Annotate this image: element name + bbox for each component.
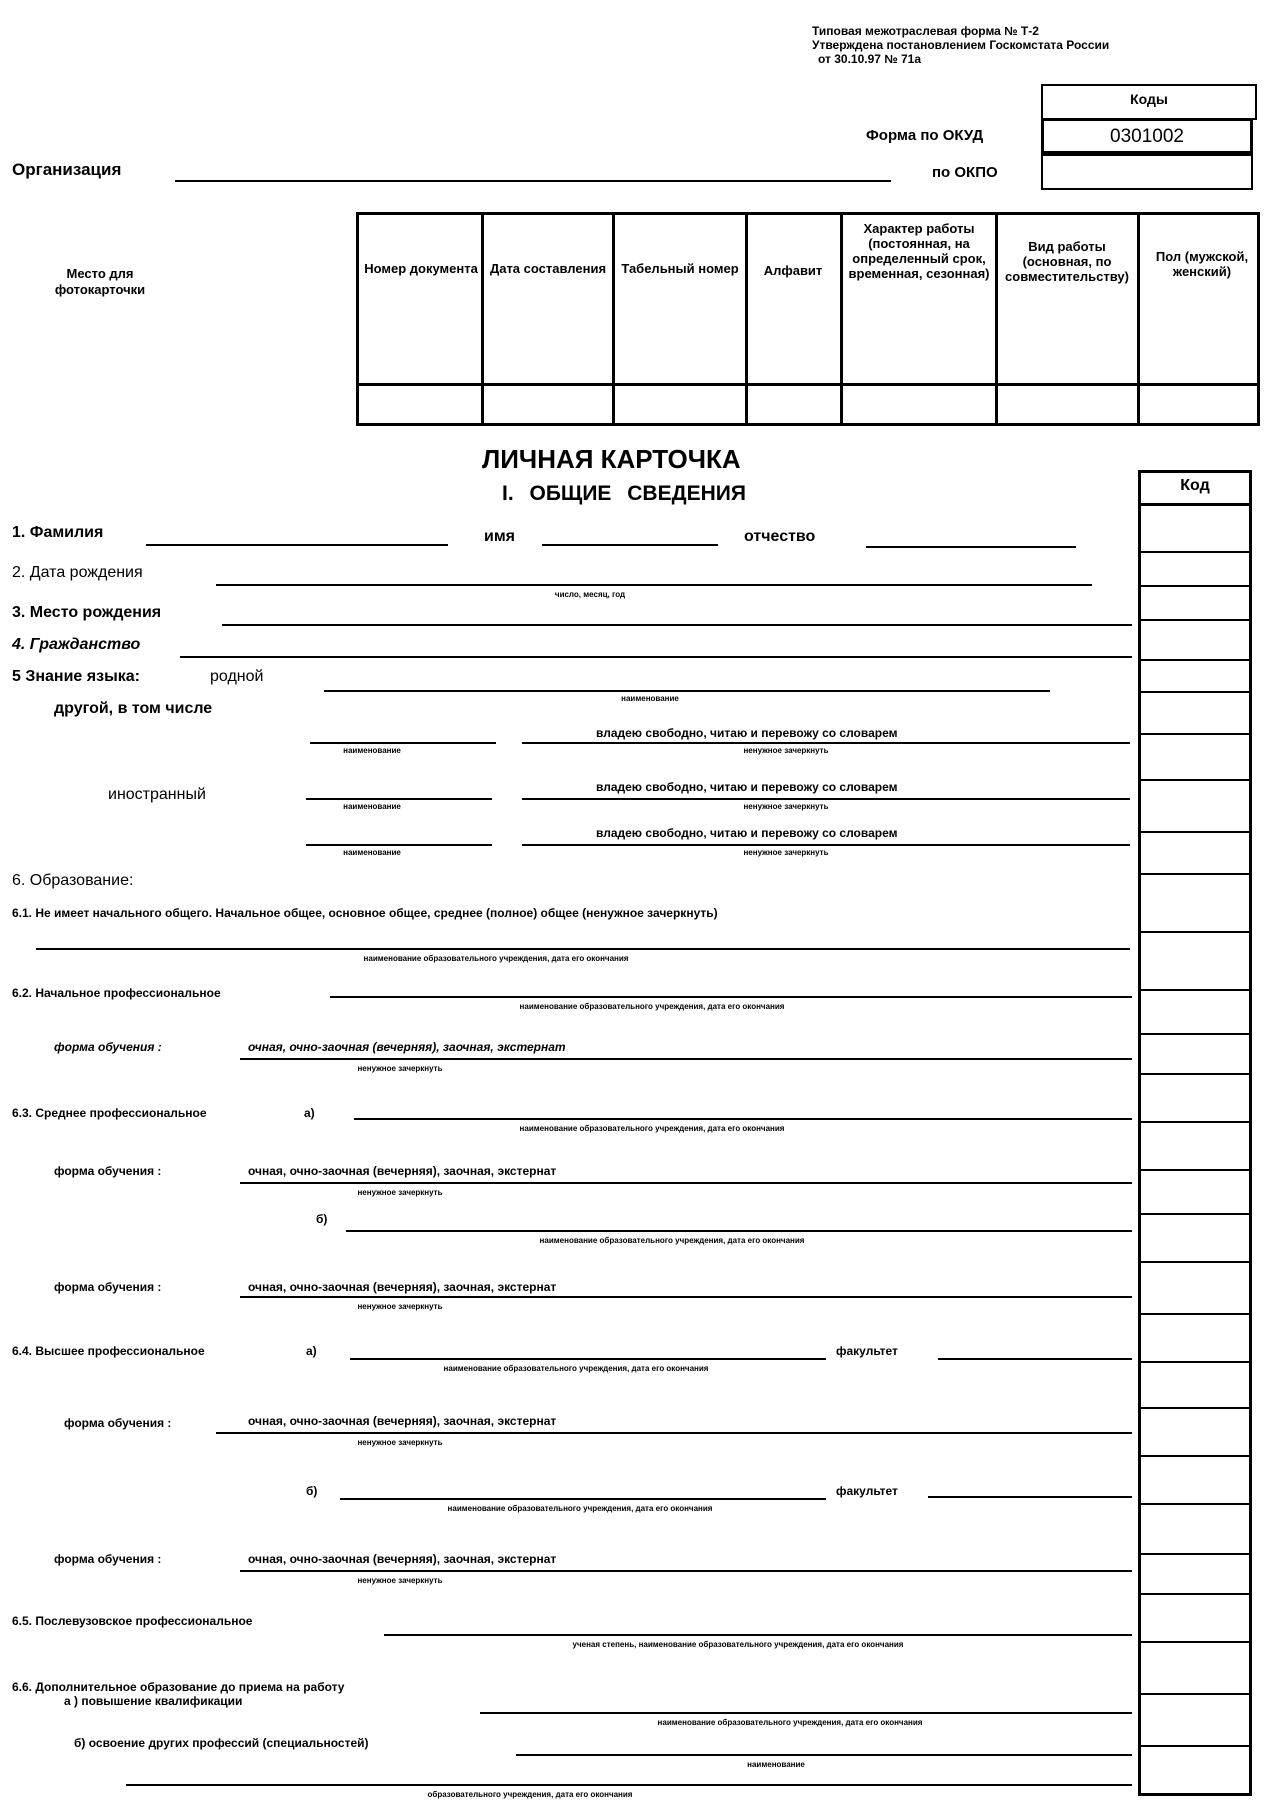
col-work-nature: Характер работы (постоянная, на определенный срок, временная, сезонная): [848, 221, 990, 281]
higher-prof-field-b[interactable]: [340, 1498, 826, 1500]
birthdate-caption: число, месяц, год: [554, 590, 626, 599]
faculty-label-a: факультет: [836, 1344, 898, 1358]
other-professions-caption: наименование: [747, 1760, 805, 1769]
birthdate-field[interactable]: [216, 584, 1092, 586]
language-label: 5 Знание языка:: [12, 668, 140, 685]
faculty-field-a[interactable]: [938, 1358, 1132, 1360]
education-label: 6. Образование:: [12, 872, 134, 889]
other-professions-field[interactable]: [516, 1754, 1132, 1756]
table-divider: [359, 383, 1257, 386]
secondary-prof-label: 6.3. Среднее профессиональное: [12, 1106, 207, 1120]
secondary-prof-a: а): [304, 1106, 315, 1120]
postgrad-caption: ученая степень, наименование образовательного учреждения, дата его окончания: [572, 1640, 904, 1649]
lang-name-caption-3: наименование: [343, 848, 401, 857]
qualification-upgrade-caption: наименование образовательного учреждения, дата его окончания: [657, 1718, 923, 1727]
col-personnel-number: Табельный номер: [621, 261, 739, 276]
document-info-table: [356, 212, 1260, 426]
col-doc-number: Номер документа: [364, 261, 478, 276]
card-title: ЛИЧНАЯ КАРТОЧКА: [482, 444, 741, 474]
inst-caption-64a: наименование образовательного учреждения, дата его окончания: [443, 1364, 709, 1373]
other-professions-label: б) освоение других профессий (специальностей): [74, 1736, 369, 1750]
birthplace-field[interactable]: [222, 624, 1132, 626]
foreign-language-name-field-2[interactable]: [306, 844, 492, 846]
additional-edu-label: 6.6. Дополнительное образование до приема на работу: [12, 1680, 345, 1694]
name-label: имя: [484, 528, 516, 545]
postgrad-field[interactable]: [384, 1634, 1132, 1636]
lang-name-caption-1: наименование: [343, 746, 401, 755]
study-form-options-63b[interactable]: очная, очно-заочная (вечерняя), заочная, экстернат: [248, 1280, 557, 1294]
qualification-upgrade-field[interactable]: [480, 1712, 1132, 1714]
citizenship-field[interactable]: [180, 656, 1132, 658]
lang-level-2[interactable]: владею свободно, читаю и перевожу со словарем: [596, 780, 898, 794]
other-language-name-field[interactable]: [310, 742, 496, 744]
okpo-cell[interactable]: [1041, 154, 1253, 190]
inst-caption-63b: наименование образовательного учреждения, дата его окончания: [539, 1236, 805, 1245]
study-form-options-64b[interactable]: очная, очно-заочная (вечерняя), заочная, экстернат: [248, 1552, 557, 1566]
citizenship-label: 4. Гражданство: [12, 636, 141, 653]
faculty-label-b: факультет: [836, 1484, 898, 1498]
foreign-language-label: иностранный: [108, 786, 206, 803]
inst-caption-63a: наименование образовательного учреждения, дата его окончания: [519, 1124, 785, 1133]
secondary-prof-field-b[interactable]: [346, 1230, 1132, 1232]
inst-caption-61: наименование образовательного учреждения, дата его окончания: [363, 954, 629, 963]
okud-cell: [1041, 118, 1253, 154]
other-language-label: другой, в том числе: [54, 700, 213, 717]
study-form-label-63a: форма обучения :: [54, 1164, 162, 1178]
okpo-label: по ОКПО: [932, 164, 998, 181]
secondary-prof-b: б): [316, 1212, 328, 1226]
okud-value: 0301002: [1110, 126, 1184, 147]
name-field[interactable]: [542, 544, 718, 546]
study-form-options-63a[interactable]: очная, очно-заочная (вечерняя), заочная, экстернат: [248, 1164, 557, 1178]
codes-header-cell: [1041, 84, 1257, 120]
cross-out-caption-62: ненужное зачеркнуть: [357, 1064, 443, 1073]
cross-out-caption-63a: ненужное зачеркнуть: [357, 1188, 443, 1197]
patronymic-label: отчество: [744, 528, 816, 545]
surname-field[interactable]: [146, 544, 448, 546]
patronymic-field[interactable]: [866, 546, 1076, 548]
codes-label: Коды: [1130, 91, 1168, 107]
organization-label: Организация: [12, 160, 122, 179]
approval-date-line: от 30.10.97 № 71а: [818, 52, 922, 66]
lang-name-caption-2: наименование: [343, 802, 401, 811]
lang-level-3[interactable]: владею свободно, читаю и перевожу со словарем: [596, 826, 898, 840]
native-language-field[interactable]: [324, 690, 1050, 692]
inst-caption-64b: наименование образовательного учреждения, дата его окончания: [447, 1504, 713, 1513]
other-professions-field-2[interactable]: [126, 1784, 1132, 1786]
cross-out-caption-63b: ненужное зачеркнуть: [357, 1302, 443, 1311]
study-form-options-64a[interactable]: очная, очно-заочная (вечерняя), заочная, экстернат: [248, 1414, 557, 1428]
approval-line: Утверждена постановлением Госкомстата России: [812, 38, 1110, 52]
postgrad-label: 6.5. Послевузовское профессиональное: [12, 1614, 253, 1628]
col-alphabet: Алфавит: [763, 263, 823, 278]
inst-caption-62: наименование образовательного учреждения, дата его окончания: [519, 1002, 785, 1011]
higher-prof-field-a[interactable]: [350, 1358, 826, 1360]
other-professions-caption-2: образовательного учреждения, дата его окончания: [427, 1790, 633, 1799]
study-form-label-63b: форма обучения :: [54, 1280, 162, 1294]
foreign-language-name-field[interactable]: [306, 798, 492, 800]
code-column: [1138, 470, 1252, 1796]
cross-out-caption-3: ненужное зачеркнуть: [743, 848, 829, 857]
general-education-line[interactable]: 6.1. Не имеет начального общего. Начальное общее, основное общее, среднее (полное) общее (ненужное зачеркнуть): [12, 906, 718, 920]
higher-prof-a: а): [306, 1344, 317, 1358]
birthplace-label: 3. Место рождения: [12, 604, 162, 621]
cross-out-caption-2: ненужное зачеркнуть: [743, 802, 829, 811]
native-language-caption: наименование: [621, 694, 679, 703]
form-type-line: Типовая межотраслевая форма № Т-2: [812, 24, 1039, 38]
birthdate-label: 2. Дата рождения: [12, 564, 143, 581]
higher-prof-label: 6.4. Высшее профессиональное: [12, 1344, 205, 1358]
col-gender: Пол (мужской, женский): [1155, 249, 1249, 279]
initial-prof-label: 6.2. Начальное профессиональное: [12, 986, 221, 1000]
col-date: Дата составления: [489, 261, 607, 276]
lang-level-1[interactable]: владею свободно, читаю и перевожу со словарем: [596, 726, 898, 740]
col-work-type: Вид работы (основная, по совместительству): [1005, 239, 1129, 284]
qualification-upgrade-label: а ) повышение квалификации: [64, 1694, 243, 1708]
native-language-label: родной: [210, 668, 264, 685]
study-form-label-64b: форма обучения :: [54, 1552, 162, 1566]
section-title: I. ОБЩИЕ СВЕДЕНИЯ: [502, 482, 746, 505]
study-form-label-64a: форма обучения :: [64, 1416, 172, 1430]
code-label: Код: [1180, 477, 1210, 494]
higher-prof-b: б): [306, 1484, 318, 1498]
study-form-label-62: форма обучения :: [54, 1040, 162, 1054]
surname-label: 1. Фамилия: [12, 524, 104, 541]
study-form-options-62[interactable]: очная, очно-заочная (вечерняя), заочная, экстернат: [248, 1040, 566, 1054]
general-education-field[interactable]: [36, 948, 1130, 950]
organization-field[interactable]: [175, 180, 891, 182]
secondary-prof-field-a[interactable]: [354, 1118, 1132, 1120]
cross-out-caption-64b: ненужное зачеркнуть: [357, 1576, 443, 1585]
cross-out-caption-1: ненужное зачеркнуть: [743, 746, 829, 755]
photo-place: Место для фотокарточки: [54, 266, 146, 297]
cross-out-caption-64a: ненужное зачеркнуть: [357, 1438, 443, 1447]
okud-label: Форма по ОКУД: [866, 127, 984, 144]
initial-prof-field[interactable]: [330, 996, 1132, 998]
faculty-field-b[interactable]: [928, 1496, 1132, 1498]
